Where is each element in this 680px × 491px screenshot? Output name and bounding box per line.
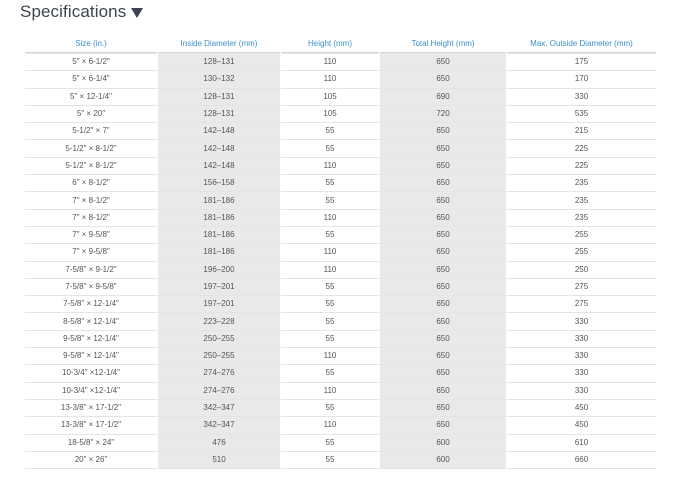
height-cell: 55 [281, 331, 379, 348]
total-height-cell: 650 [380, 313, 506, 330]
height-cell: 55 [281, 452, 379, 469]
size-cell: 5" × 12-1/4" [25, 89, 157, 106]
table-row [25, 175, 656, 192]
table-row [25, 365, 656, 382]
height-cell: 55 [281, 400, 379, 417]
max-outside-diameter-cell: 330 [507, 313, 656, 330]
max-outside-diameter-cell: 250 [507, 262, 656, 279]
max-outside-diameter-cell: 275 [507, 296, 656, 313]
column-header-max-outside-diameter: Max. Outside Diameter (mm) [507, 35, 656, 53]
inside-diameter-cell: 196–200 [158, 262, 280, 279]
height-cell: 110 [281, 71, 379, 88]
max-outside-diameter-cell: 255 [507, 227, 656, 244]
inside-diameter-cell: 128–131 [158, 53, 280, 71]
inside-diameter-cell: 128–131 [158, 89, 280, 106]
table-row [25, 383, 656, 400]
inside-diameter-cell: 156–158 [158, 175, 280, 192]
inside-diameter-cell: 342–347 [158, 417, 280, 434]
total-height-cell: 650 [380, 383, 506, 400]
total-height-cell: 650 [380, 158, 506, 175]
inside-diameter-cell: 476 [158, 435, 280, 452]
max-outside-diameter-cell: 535 [507, 106, 656, 123]
max-outside-diameter-cell: 235 [507, 210, 656, 227]
size-cell: 7-5/8" × 12-1/4" [25, 296, 157, 313]
table-row [25, 417, 656, 434]
inside-diameter-cell: 197–201 [158, 296, 280, 313]
height-cell: 55 [281, 365, 379, 382]
column-header-size: Size (in.) [25, 35, 157, 53]
size-cell: 5" × 6-1/2" [25, 53, 157, 71]
max-outside-diameter-cell: 330 [507, 383, 656, 400]
total-height-cell: 650 [380, 262, 506, 279]
max-outside-diameter-cell: 175 [507, 53, 656, 71]
table-row [25, 244, 656, 261]
page-title: Specifications [20, 2, 127, 21]
total-height-cell: 650 [380, 53, 506, 71]
size-cell: 9-5/8" × 12-1/4" [25, 348, 157, 365]
max-outside-diameter-cell: 660 [507, 452, 656, 469]
size-cell: 13-3/8" × 17-1/2" [25, 400, 157, 417]
max-outside-diameter-cell: 215 [507, 123, 656, 140]
total-height-cell: 650 [380, 348, 506, 365]
total-height-cell: 650 [380, 365, 506, 382]
size-cell: 5" × 6-1/4" [25, 71, 157, 88]
total-height-cell: 690 [380, 89, 506, 106]
total-height-cell: 600 [380, 435, 506, 452]
table-row [25, 296, 656, 313]
size-cell: 7" × 8-1/2" [25, 210, 157, 227]
size-cell: 5-1/2" × 8-1/2" [25, 158, 157, 175]
table-row [25, 123, 656, 140]
table-row [25, 348, 656, 365]
table-row [25, 71, 656, 88]
size-cell: 7" × 9-5/8" [25, 244, 157, 261]
max-outside-diameter-cell: 330 [507, 365, 656, 382]
max-outside-diameter-cell: 610 [507, 435, 656, 452]
height-cell: 55 [281, 123, 379, 140]
table-row [25, 331, 656, 348]
height-cell: 110 [281, 383, 379, 400]
table-row [25, 140, 656, 157]
table-header-row [25, 35, 656, 53]
size-cell: 8-5/8" × 12-1/4" [25, 313, 157, 330]
total-height-cell: 650 [380, 244, 506, 261]
inside-diameter-cell: 130–132 [158, 71, 280, 88]
size-cell: 6" × 8-1/2" [25, 175, 157, 192]
inside-diameter-cell: 197–201 [158, 279, 280, 296]
inside-diameter-cell: 142–148 [158, 140, 280, 157]
total-height-cell: 650 [380, 140, 506, 157]
inside-diameter-cell: 181–186 [158, 244, 280, 261]
total-height-cell: 650 [380, 71, 506, 88]
size-cell: 10-3/4" ×12-1/4" [25, 383, 157, 400]
total-height-cell: 650 [380, 175, 506, 192]
total-height-cell: 650 [380, 331, 506, 348]
table-row [25, 435, 656, 452]
inside-diameter-cell: 250–255 [158, 331, 280, 348]
inside-diameter-cell: 250–255 [158, 348, 280, 365]
table-row [25, 227, 656, 244]
table-row [25, 313, 656, 330]
total-height-cell: 650 [380, 400, 506, 417]
inside-diameter-cell: 142–148 [158, 123, 280, 140]
max-outside-diameter-cell: 225 [507, 158, 656, 175]
height-cell: 110 [281, 210, 379, 227]
total-height-cell: 650 [380, 210, 506, 227]
size-cell: 7" × 8-1/2" [25, 192, 157, 209]
total-height-cell: 650 [380, 279, 506, 296]
total-height-cell: 720 [380, 106, 506, 123]
size-cell: 7-5/8" × 9-5/8" [25, 279, 157, 296]
height-cell: 105 [281, 89, 379, 106]
max-outside-diameter-cell: 235 [507, 175, 656, 192]
table-row [25, 262, 656, 279]
size-cell: 5-1/2" × 8-1/2" [25, 140, 157, 157]
specifications-table [24, 35, 657, 469]
table-row [25, 192, 656, 209]
height-cell: 55 [281, 140, 379, 157]
table-row [25, 452, 656, 469]
total-height-cell: 650 [380, 227, 506, 244]
inside-diameter-cell: 342–347 [158, 400, 280, 417]
height-cell: 55 [281, 296, 379, 313]
total-height-cell: 650 [380, 296, 506, 313]
inside-diameter-cell: 181–186 [158, 227, 280, 244]
total-height-cell: 650 [380, 123, 506, 140]
max-outside-diameter-cell: 275 [507, 279, 656, 296]
height-cell: 55 [281, 313, 379, 330]
size-cell: 10-3/4" ×12-1/4" [25, 365, 157, 382]
size-cell: 7-5/8" × 9-1/2" [25, 262, 157, 279]
max-outside-diameter-cell: 235 [507, 192, 656, 209]
height-cell: 110 [281, 348, 379, 365]
table-row [25, 279, 656, 296]
height-cell: 110 [281, 158, 379, 175]
max-outside-diameter-cell: 330 [507, 348, 656, 365]
inside-diameter-cell: 181–186 [158, 192, 280, 209]
height-cell: 110 [281, 53, 379, 71]
inside-diameter-cell: 510 [158, 452, 280, 469]
max-outside-diameter-cell: 450 [507, 400, 656, 417]
column-header-height: Height (mm) [281, 35, 379, 53]
table-row [25, 158, 656, 175]
table-row [25, 53, 656, 71]
inside-diameter-cell: 142–148 [158, 158, 280, 175]
table-row [25, 400, 656, 417]
max-outside-diameter-cell: 330 [507, 89, 656, 106]
inside-diameter-cell: 274–276 [158, 383, 280, 400]
size-cell: 7" × 9-5/8" [25, 227, 157, 244]
triangle-down-icon[interactable] [131, 8, 143, 18]
max-outside-diameter-cell: 330 [507, 331, 656, 348]
inside-diameter-cell: 274–276 [158, 365, 280, 382]
max-outside-diameter-cell: 170 [507, 71, 656, 88]
size-cell: 9-5/8" × 12-1/4" [25, 331, 157, 348]
height-cell: 110 [281, 417, 379, 434]
total-height-cell: 600 [380, 452, 506, 469]
max-outside-diameter-cell: 255 [507, 244, 656, 261]
table-row [25, 89, 656, 106]
height-cell: 105 [281, 106, 379, 123]
max-outside-diameter-cell: 225 [507, 140, 656, 157]
height-cell: 55 [281, 435, 379, 452]
size-cell: 5-1/2" × 7" [25, 123, 157, 140]
total-height-cell: 650 [380, 192, 506, 209]
height-cell: 110 [281, 244, 379, 261]
column-header-total-height: Total Height (mm) [380, 35, 506, 53]
table-row [25, 106, 656, 123]
size-cell: 18-5/8" × 24" [25, 435, 157, 452]
size-cell: 20" × 26" [25, 452, 157, 469]
inside-diameter-cell: 128–131 [158, 106, 280, 123]
height-cell: 55 [281, 227, 379, 244]
table-body [25, 53, 656, 469]
size-cell: 13-3/8" × 17-1/2" [25, 417, 157, 434]
specifications-heading[interactable] [20, 1, 143, 23]
column-header-inside-diameter: Inside Diameter (mm) [158, 35, 280, 53]
inside-diameter-cell: 223–228 [158, 313, 280, 330]
height-cell: 110 [281, 262, 379, 279]
height-cell: 55 [281, 192, 379, 209]
height-cell: 55 [281, 279, 379, 296]
total-height-cell: 650 [380, 417, 506, 434]
size-cell: 5" × 20" [25, 106, 157, 123]
inside-diameter-cell: 181–186 [158, 210, 280, 227]
table-row [25, 210, 656, 227]
max-outside-diameter-cell: 450 [507, 417, 656, 434]
height-cell: 55 [281, 175, 379, 192]
